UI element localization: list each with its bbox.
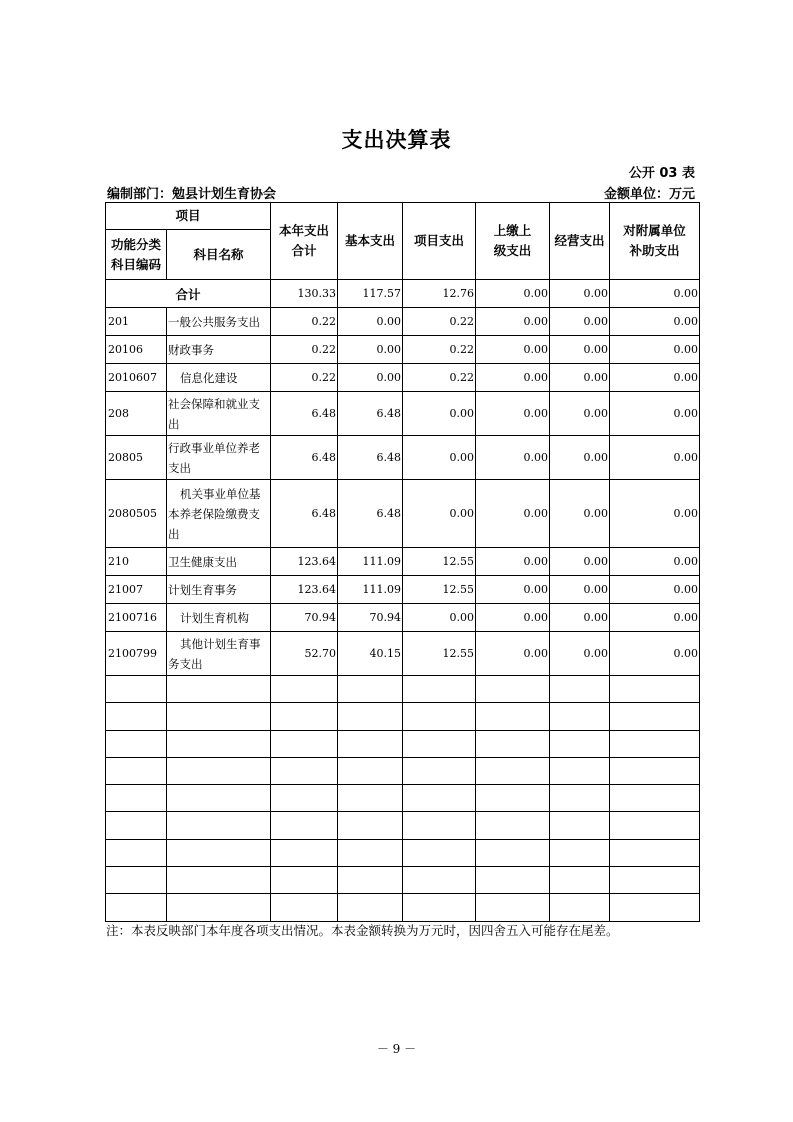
empty-cell [403,785,476,812]
row-superior: 0.00 [476,480,550,548]
row-name [167,480,271,548]
row-superior: 0.00 [476,604,550,632]
empty-row [106,812,700,839]
total-project: 12.76 [403,280,476,308]
row-basic: 111.09 [338,576,403,604]
total-business: 0.00 [550,280,610,308]
empty-cell [403,894,476,921]
row-name [167,576,271,604]
row-subsidy: 0.00 [610,436,700,480]
table-row [106,364,700,392]
empty-cell [106,703,167,730]
empty-row [106,757,700,784]
empty-row [106,839,700,866]
row-name-line: 计划生育事务 [168,582,237,597]
header-project: 项目支出 [403,203,476,280]
row-superior: 0.00 [476,576,550,604]
row-name [167,392,271,436]
row-name-line: 计划生育机构 [180,610,249,625]
empty-cell [610,839,700,866]
empty-cell [476,730,550,757]
empty-cell [271,757,338,784]
empty-cell [167,894,271,921]
row-project: 0.00 [403,392,476,436]
row-project: 0.22 [403,336,476,364]
header-business: 经营支出 [550,203,610,280]
empty-cell [271,894,338,921]
form-number: 公开 03 表 [628,166,695,181]
empty-cell [403,676,476,703]
header-item: 项目 [106,203,271,230]
empty-cell [476,894,550,921]
row-total: 123.64 [271,548,338,576]
header-subsidy-line1: 对附属单位 [623,223,686,238]
row-basic: 6.48 [338,392,403,436]
row-subsidy: 0.00 [610,632,700,676]
row-superior: 0.00 [476,392,550,436]
empty-cell [610,785,700,812]
row-total: 0.22 [271,364,338,392]
unit-label: 金额单位：万元 [603,187,695,202]
empty-row [106,730,700,757]
row-business: 0.00 [550,576,610,604]
empty-cell [476,676,550,703]
table-row [106,480,700,548]
footnote: 注：本表反映部门本年度各项支出情况。本表金额转换为万元时，因四舍五入可能存在尾差。 [106,923,619,938]
empty-cell [550,703,610,730]
row-superior: 0.00 [476,336,550,364]
row-business: 0.00 [550,392,610,436]
row-project: 12.55 [403,548,476,576]
empty-cell [403,867,476,894]
table-row [106,548,700,576]
empty-cell [167,703,271,730]
empty-cell [550,812,610,839]
row-project: 0.00 [403,480,476,548]
empty-cell [550,730,610,757]
empty-row [106,676,700,703]
page-number: － 9 － [376,1042,417,1056]
row-name-line: 行政事业单位养老 [168,440,260,455]
row-basic: 0.00 [338,308,403,336]
empty-cell [550,676,610,703]
row-basic: 0.00 [338,336,403,364]
row-business: 0.00 [550,308,610,336]
row-name-line: 卫生健康支出 [168,554,237,569]
row-business: 0.00 [550,604,610,632]
header-total-line1: 本年支出 [279,223,330,238]
row-name [167,632,271,676]
empty-cell [403,839,476,866]
empty-cell [106,839,167,866]
empty-cell [271,703,338,730]
empty-cell [476,785,550,812]
table-row [106,436,700,480]
empty-cell [338,730,403,757]
empty-cell [476,839,550,866]
empty-cell [167,676,271,703]
row-project: 12.55 [403,576,476,604]
row-code: 2010607 [106,364,167,392]
row-name [167,336,271,364]
total-basic: 117.57 [338,280,403,308]
row-name-line: 务支出 [168,656,203,671]
empty-cell [550,785,610,812]
row-name [167,308,271,336]
row-project: 0.22 [403,308,476,336]
row-project: 12.55 [403,632,476,676]
row-name-line: 信息化建设 [180,370,238,385]
table-row [106,604,700,632]
row-superior: 0.00 [476,364,550,392]
empty-cell [167,812,271,839]
table-row [106,308,700,336]
row-superior: 0.00 [476,436,550,480]
row-project: 0.00 [403,604,476,632]
row-subsidy: 0.00 [610,364,700,392]
empty-row [106,703,700,730]
row-code: 2100799 [106,632,167,676]
row-business: 0.00 [550,480,610,548]
row-business: 0.00 [550,632,610,676]
empty-cell [403,730,476,757]
empty-cell [338,703,403,730]
empty-cell [271,730,338,757]
row-name-line: 财政事务 [168,342,214,357]
empty-cell [476,757,550,784]
empty-cell [403,757,476,784]
header-code-line1: 功能分类 [110,236,161,252]
row-name [167,604,271,632]
row-subsidy: 0.00 [610,336,700,364]
row-basic: 6.48 [338,436,403,480]
row-total: 6.48 [271,480,338,548]
empty-cell [550,757,610,784]
row-name-line: 支出 [168,460,191,475]
empty-row [106,867,700,894]
empty-cell [106,785,167,812]
total-total: 130.33 [271,280,338,308]
empty-cell [338,785,403,812]
empty-cell [610,867,700,894]
header-name: 科目名称 [167,230,271,280]
row-name-line: 其他计划生育事 [180,636,261,651]
empty-cell [167,757,271,784]
row-code: 20106 [106,336,167,364]
empty-cell [610,703,700,730]
row-superior: 0.00 [476,632,550,676]
header-code [106,230,167,280]
empty-cell [338,757,403,784]
row-total: 6.48 [271,436,338,480]
empty-cell [106,676,167,703]
empty-cell [106,894,167,921]
header-code-line2: 科目编码 [110,256,161,272]
row-code: 21007 [106,576,167,604]
row-subsidy: 0.00 [610,392,700,436]
row-project: 0.22 [403,364,476,392]
row-name-line: 一般公共服务支出 [168,314,260,329]
empty-cell [167,730,271,757]
total-row [106,280,700,308]
table-row [106,392,700,436]
empty-cell [403,703,476,730]
row-name-line: 社会保障和就业支 [168,396,260,411]
row-superior: 0.00 [476,548,550,576]
header-total-line2: 合计 [291,243,317,258]
row-total: 123.64 [271,576,338,604]
total-subsidy: 0.00 [610,280,700,308]
total-label: 合计 [106,280,271,308]
row-code: 2080505 [106,480,167,548]
empty-cell [476,703,550,730]
empty-cell [271,676,338,703]
row-total: 6.48 [271,392,338,436]
row-name [167,548,271,576]
empty-cell [550,894,610,921]
row-subsidy: 0.00 [610,308,700,336]
empty-cell [610,757,700,784]
row-name [167,364,271,392]
empty-cell [271,812,338,839]
empty-cell [167,867,271,894]
empty-cell [338,894,403,921]
row-code: 20805 [106,436,167,480]
empty-cell [610,812,700,839]
row-subsidy: 0.00 [610,480,700,548]
row-business: 0.00 [550,548,610,576]
empty-cell [476,867,550,894]
row-basic: 0.00 [338,364,403,392]
row-name-line: 出 [168,526,180,541]
table-row [106,336,700,364]
row-code: 208 [106,392,167,436]
empty-row [106,894,700,921]
empty-cell [550,839,610,866]
header-row-1 [106,203,700,230]
row-code: 2100716 [106,604,167,632]
empty-cell [106,812,167,839]
page-title: 支出决算表 [341,128,452,152]
row-name-line: 出 [168,416,180,431]
row-name-line: 本养老保险缴费支 [168,506,260,521]
empty-cell [338,812,403,839]
expenditure-table [105,202,700,922]
header-basic: 基本支出 [338,203,403,280]
row-total: 52.70 [271,632,338,676]
empty-cell [610,676,700,703]
empty-cell [338,839,403,866]
empty-cell [550,867,610,894]
empty-cell [167,839,271,866]
empty-cell [106,867,167,894]
empty-cell [610,894,700,921]
row-subsidy: 0.00 [610,548,700,576]
empty-cell [106,730,167,757]
table-row [106,576,700,604]
empty-cell [476,812,550,839]
empty-cell [271,839,338,866]
header-superior-line1: 上缴上 [493,223,532,238]
row-subsidy: 0.00 [610,604,700,632]
empty-cell [338,676,403,703]
row-code: 210 [106,548,167,576]
empty-row [106,785,700,812]
empty-cell [167,785,271,812]
row-code: 201 [106,308,167,336]
row-basic: 6.48 [338,480,403,548]
total-superior: 0.00 [476,280,550,308]
row-name-line: 机关事业单位基 [180,486,261,501]
row-basic: 40.15 [338,632,403,676]
empty-cell [271,785,338,812]
header-superior-line2: 级支出 [493,243,532,258]
row-total: 70.94 [271,604,338,632]
header-subsidy-line2: 补助支出 [629,243,680,258]
row-business: 0.00 [550,336,610,364]
empty-cell [403,812,476,839]
header-subsidy [610,203,700,280]
empty-cell [106,757,167,784]
department-label: 编制部门：勉县计划生育协会 [107,187,277,202]
empty-cell [338,867,403,894]
empty-cell [610,730,700,757]
table-row [106,632,700,676]
header-total [271,203,338,280]
row-business: 0.00 [550,436,610,480]
row-name [167,436,271,480]
header-superior [476,203,550,280]
row-business: 0.00 [550,364,610,392]
row-superior: 0.00 [476,308,550,336]
row-subsidy: 0.00 [610,576,700,604]
row-total: 0.22 [271,336,338,364]
row-project: 0.00 [403,436,476,480]
empty-cell [271,867,338,894]
row-total: 0.22 [271,308,338,336]
row-basic: 70.94 [338,604,403,632]
row-basic: 111.09 [338,548,403,576]
